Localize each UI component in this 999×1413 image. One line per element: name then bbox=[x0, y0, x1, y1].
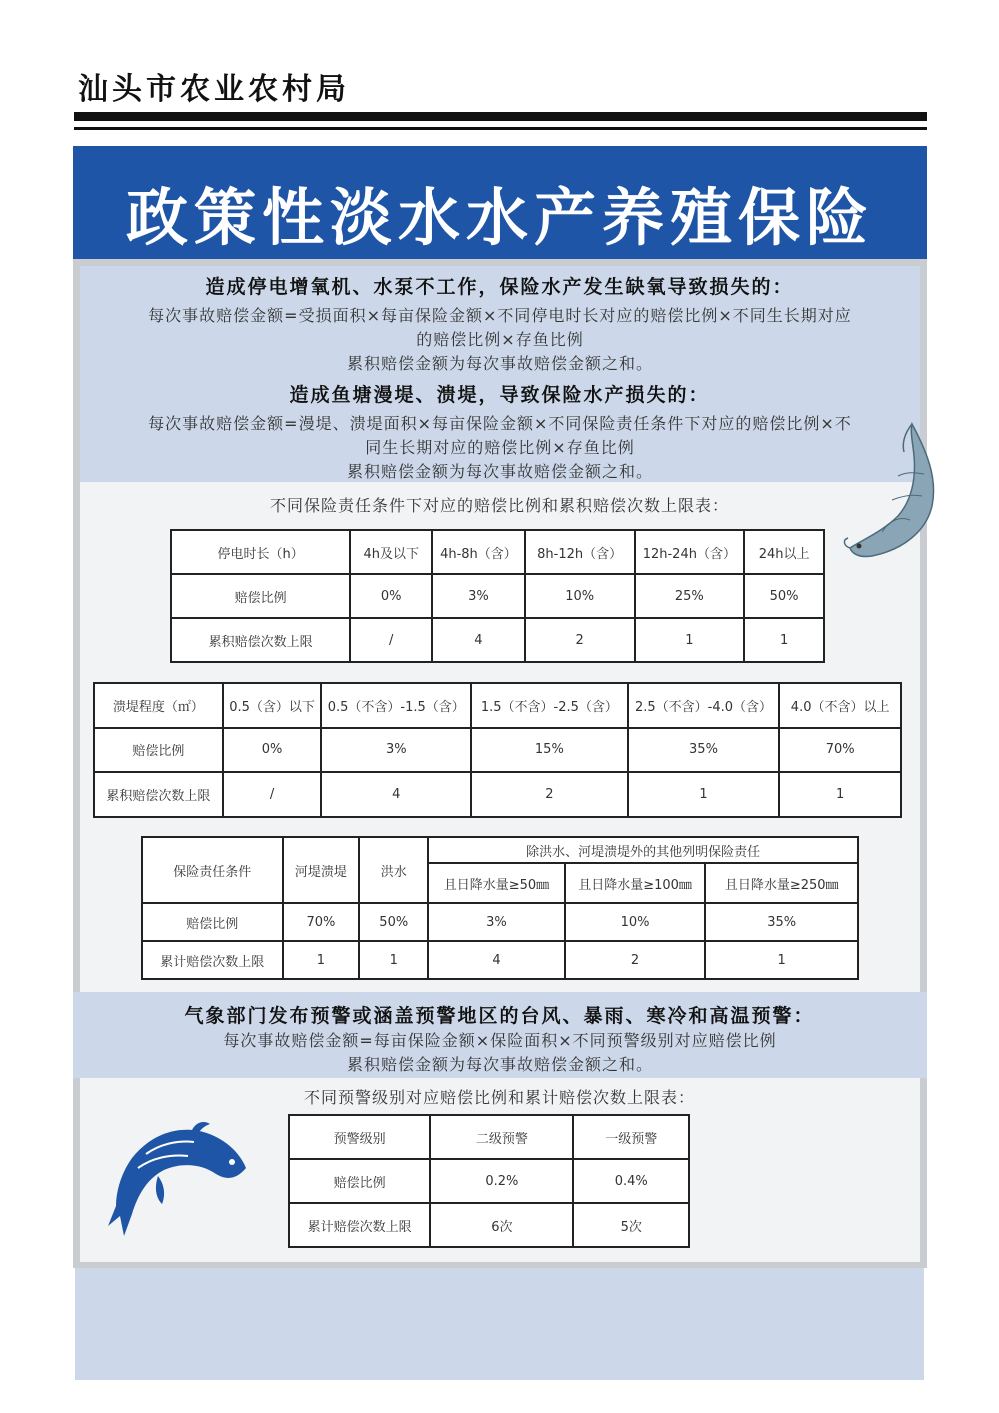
table-cell: 6次 bbox=[430, 1203, 573, 1247]
table-cell: 洪水 bbox=[359, 837, 428, 903]
table-cell: 除洪水、河堤溃堤外的其他列明保险责任 bbox=[428, 837, 858, 863]
title-banner bbox=[73, 146, 927, 259]
table-cell: 停电时长（h） bbox=[171, 530, 350, 574]
table-cell: 25% bbox=[635, 574, 745, 618]
table-cell: 15% bbox=[471, 728, 628, 773]
table-cell: 1 bbox=[779, 772, 901, 817]
table-cell: 累积赔偿次数上限 bbox=[171, 618, 350, 662]
table-cell: / bbox=[350, 618, 432, 662]
table-cell: 累积赔偿次数上限 bbox=[94, 772, 223, 817]
table-cell: 且日降水量≥50㎜ bbox=[428, 863, 565, 903]
table-cell: 溃堤程度（㎡） bbox=[94, 683, 223, 728]
table-cell: 5次 bbox=[573, 1203, 689, 1247]
section3-heading: 气象部门发布预警或涵盖预警地区的台风、暴雨、寒冷和高温预警： bbox=[184, 1005, 815, 1027]
table-cell: 35% bbox=[705, 903, 858, 941]
table-cell: 4.0（不含）以上 bbox=[779, 683, 901, 728]
table-cell: 0.4% bbox=[573, 1159, 689, 1203]
table-cell: 1 bbox=[635, 618, 745, 662]
section3-line: 累积赔偿金额为每次事故赔偿金额之和。 bbox=[346, 1055, 653, 1074]
table-cell: 0.5（含）以下 bbox=[223, 683, 322, 728]
table-cell: 50% bbox=[359, 903, 428, 941]
section1-heading: 造成停电增氧机、水泵不工作，保险水产发生缺氧导致损失的： bbox=[205, 276, 794, 298]
table-cell: 1 bbox=[744, 618, 824, 662]
table-cell: / bbox=[223, 772, 322, 817]
table-cell: 0.2% bbox=[430, 1159, 573, 1203]
section2-heading: 造成鱼塘漫堤、溃堤，导致保险水产损失的： bbox=[289, 384, 710, 406]
table-cell: 累计赔偿次数上限 bbox=[142, 941, 283, 979]
section2-line: 同生长期对应的赔偿比例×存鱼比例 bbox=[365, 438, 635, 457]
section1-line: 的赔偿比例×存鱼比例 bbox=[416, 330, 584, 349]
section2-line: 累积赔偿金额为每次事故赔偿金额之和。 bbox=[346, 462, 653, 481]
table-cell: 4 bbox=[321, 772, 471, 817]
table-cell: 4h-8h（含） bbox=[432, 530, 525, 574]
org-name: 汕头市农业农村局 bbox=[78, 72, 350, 107]
table-cell: 4 bbox=[432, 618, 525, 662]
table-cell: 1.5（不含）-2.5（含） bbox=[471, 683, 628, 728]
jumping-fish-icon bbox=[98, 1118, 250, 1244]
table-cell: 70% bbox=[779, 728, 901, 773]
header-rule-thin bbox=[74, 127, 927, 130]
table-cell: 1 bbox=[705, 941, 858, 979]
table-cell: 2 bbox=[471, 772, 628, 817]
table-cell: 0% bbox=[223, 728, 322, 773]
table-caption-1: 不同保险责任条件下对应的赔偿比例和累积赔偿次数上限表： bbox=[269, 496, 729, 515]
table-cell: 12h-24h（含） bbox=[635, 530, 745, 574]
section2-line: 每次事故赔偿金额=漫堤、溃堤面积×每亩保险金额×不同保险责任条件下对应的赔偿比例×不 bbox=[148, 414, 852, 433]
table-cell: 1 bbox=[628, 772, 780, 817]
table-cell: 且日降水量≥250㎜ bbox=[705, 863, 858, 903]
dike-breach-table bbox=[93, 682, 902, 818]
table-cell: 河堤溃堤 bbox=[283, 837, 360, 903]
table-cell: 预警级别 bbox=[289, 1115, 430, 1159]
section3-line: 每次事故赔偿金额=每亩保险金额×保险面积×不同预警级别对应赔偿比例 bbox=[223, 1031, 777, 1050]
table-cell: 10% bbox=[525, 574, 635, 618]
table-cell: 且日降水量≥100㎜ bbox=[565, 863, 706, 903]
power-outage-table bbox=[170, 529, 825, 663]
table-cell: 赔偿比例 bbox=[171, 574, 350, 618]
table-cell: 50% bbox=[744, 574, 824, 618]
section1-line: 累积赔偿金额为每次事故赔偿金额之和。 bbox=[346, 354, 653, 373]
table-cell: 一级预警 bbox=[573, 1115, 689, 1159]
table-cell: 2 bbox=[525, 618, 635, 662]
table-caption-2: 不同预警级别对应赔偿比例和累计赔偿次数上限表： bbox=[303, 1088, 695, 1107]
table-cell: 赔偿比例 bbox=[94, 728, 223, 773]
table-cell: 0.5（不含）-1.5（含） bbox=[321, 683, 471, 728]
table-cell: 1 bbox=[283, 941, 360, 979]
table-cell: 2 bbox=[565, 941, 706, 979]
section1-line: 每次事故赔偿金额=受损面积×每亩保险金额×不同停电时长对应的赔偿比例×不同生长期对应 bbox=[148, 306, 852, 325]
table-cell: 24h以上 bbox=[744, 530, 824, 574]
table-cell: 70% bbox=[283, 903, 360, 941]
page-title: 政策性淡水水产养殖保险 bbox=[125, 181, 874, 254]
table-cell: 3% bbox=[321, 728, 471, 773]
table-cell: 8h-12h（含） bbox=[525, 530, 635, 574]
table-cell: 35% bbox=[628, 728, 780, 773]
warning-level-table bbox=[288, 1114, 690, 1248]
header-rule-thick bbox=[74, 112, 927, 121]
liability-condition-table bbox=[141, 836, 859, 980]
table-cell: 3% bbox=[428, 903, 565, 941]
table-cell: 10% bbox=[565, 903, 706, 941]
table-cell: 2.5（不含）-4.0（含） bbox=[628, 683, 780, 728]
table-cell: 1 bbox=[359, 941, 428, 979]
fish-icon bbox=[842, 420, 942, 569]
table-cell: 0% bbox=[350, 574, 432, 618]
table-cell: 赔偿比例 bbox=[289, 1159, 430, 1203]
table-cell: 3% bbox=[432, 574, 525, 618]
bottom-band bbox=[75, 1268, 924, 1380]
table-cell: 赔偿比例 bbox=[142, 903, 283, 941]
table-cell: 累计赔偿次数上限 bbox=[289, 1203, 430, 1247]
table-cell: 二级预警 bbox=[430, 1115, 573, 1159]
table-cell: 4 bbox=[428, 941, 565, 979]
table-cell: 4h及以下 bbox=[350, 530, 432, 574]
table-cell: 保险责任条件 bbox=[142, 837, 283, 903]
